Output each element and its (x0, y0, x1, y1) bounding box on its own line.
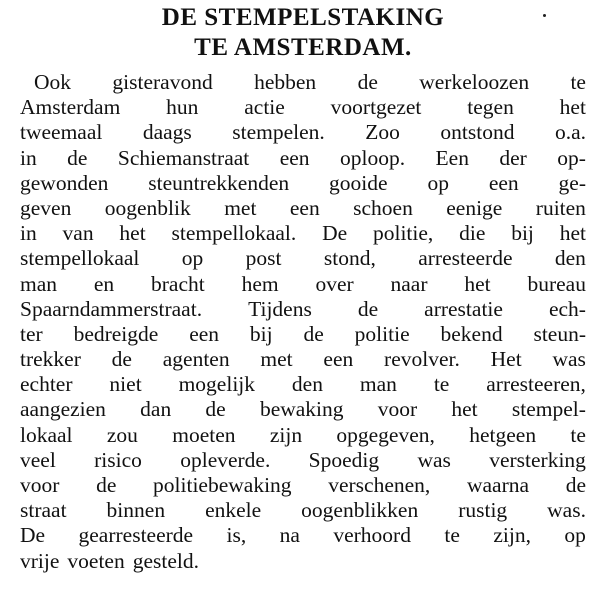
article-word: Spaarndammerstraat. (20, 296, 203, 321)
article-word: bewaking (259, 397, 344, 422)
article-line (20, 423, 586, 448)
article-word: op (564, 523, 586, 548)
article-word: ge- (558, 170, 586, 195)
article-word: waarna (466, 473, 530, 497)
article-word: bedreigde (73, 321, 159, 346)
article-word: tegen (467, 95, 514, 120)
article-word: steuntrekkenden (148, 170, 290, 195)
article-word: bij (249, 321, 273, 346)
article-word: de (357, 296, 379, 321)
article-word: hebben (254, 70, 317, 94)
article-word: o.a. (554, 120, 586, 145)
article-word: de (357, 70, 378, 94)
article-word: te (433, 372, 450, 397)
article-line (20, 196, 586, 221)
article-word: arrestatie (424, 296, 503, 321)
article-line (20, 221, 586, 246)
article-word: Tijdens (248, 296, 312, 321)
article-word: voortgezet (330, 95, 422, 120)
article-word: De (20, 523, 46, 548)
article-body (20, 70, 586, 574)
article-word: stempel- (511, 397, 586, 422)
article-word: eenige (446, 195, 503, 220)
article-word: man (20, 271, 58, 296)
article-word: te (570, 422, 586, 447)
article-word: gooide (329, 170, 388, 195)
article-word: bij (511, 221, 534, 246)
article-word: de (96, 473, 117, 497)
article-word: in (20, 221, 37, 246)
article-word: mogelijk (178, 372, 256, 397)
article-word: op (181, 246, 204, 271)
article-word: ech- (548, 296, 586, 321)
article-word: hetgeen (469, 422, 537, 447)
article-word: was (552, 347, 586, 372)
article-word: De (322, 221, 348, 246)
article-word: aangezien (20, 397, 106, 422)
article-word: bureau (527, 271, 586, 296)
article-word: een (289, 195, 320, 220)
article-word: het (559, 95, 586, 120)
article-word: een (488, 170, 519, 195)
article-word: een (279, 145, 310, 170)
article-word: verschenen, (328, 473, 431, 497)
headline-line-1: DE STEMPELSTAKING (161, 4, 445, 31)
article-word: Ook (34, 70, 72, 94)
article-line (20, 146, 586, 171)
article-word: revolver. (384, 347, 460, 372)
article-word: binnen (106, 498, 166, 523)
article-word: met (224, 195, 257, 220)
article-word: was (417, 447, 451, 472)
article-line (20, 473, 586, 498)
article-word: ruiten (535, 195, 586, 220)
article-word: stond, (323, 246, 376, 271)
article-word: en (93, 271, 115, 296)
article-word: oploop. (339, 145, 406, 170)
article-line (20, 95, 586, 120)
article-word: der (499, 145, 527, 170)
article-line (20, 498, 586, 523)
article-word: dan (140, 397, 172, 422)
article-word: Schiemanstraat (117, 145, 250, 170)
article-word: bracht (151, 271, 205, 296)
article-word: voor (377, 397, 418, 422)
article-word: te (570, 70, 586, 94)
article-word: het (451, 397, 478, 422)
article-word: is, (226, 523, 247, 548)
article-word: ontstond (440, 120, 515, 145)
article-word: geven (20, 195, 72, 220)
article-word: risico (94, 447, 142, 472)
article-word: met (260, 347, 293, 372)
article-word: zijn (269, 422, 303, 447)
article-word: veel (20, 447, 56, 472)
article-word: bekend (440, 321, 503, 346)
article-word: stempellokaal. (171, 221, 297, 246)
article-line (20, 448, 586, 473)
article-line (20, 372, 586, 397)
article-word: actie (244, 95, 285, 120)
article-word: arresteeren, (486, 372, 586, 397)
article-word: Amsterdam (20, 95, 121, 120)
article-word: in (20, 145, 37, 170)
article-line (20, 347, 586, 372)
article-word: rustig (458, 498, 508, 523)
article-word: Een (435, 145, 469, 170)
article-word: arresteerde (418, 246, 513, 271)
article-line (20, 272, 586, 297)
article-word: lokaal (20, 422, 73, 447)
article-word: daags (142, 120, 192, 145)
article-word: een (189, 321, 220, 346)
article-word: de (565, 473, 586, 497)
article-word: het (119, 221, 146, 246)
article-word: gesteld. (132, 548, 199, 573)
article-word: echter (20, 372, 73, 397)
article-word: de (111, 347, 132, 372)
article-word: oogenblik (104, 195, 191, 220)
article-word: zou (106, 422, 138, 447)
article-word: enkele (205, 498, 262, 523)
article-word: de (67, 145, 88, 170)
article-word: den (554, 246, 586, 271)
article-word: schoen (353, 195, 413, 220)
article-word: over (315, 271, 354, 296)
article-word: stempelen. (232, 120, 325, 145)
article-word: gisteravond (112, 70, 213, 94)
article-word: post (245, 246, 282, 271)
article-line (20, 171, 586, 196)
article-word: ter (20, 321, 43, 346)
article-word: opleverde. (180, 447, 271, 472)
article-word: Spoedig (308, 447, 380, 472)
article-line (20, 523, 586, 548)
article-word: die (459, 221, 486, 246)
article-word: hun (166, 95, 199, 120)
article-word: een (323, 347, 354, 372)
article-word: moeten (172, 422, 236, 447)
article-word: werkeloozen (419, 70, 530, 94)
article-line (20, 246, 586, 271)
article-word: Het (490, 347, 522, 372)
article-word: den (291, 372, 323, 397)
article-word: gewonden (20, 170, 109, 195)
article-word: het (559, 221, 586, 246)
article-word: de (205, 397, 226, 422)
article-word: op (427, 170, 449, 195)
article-word: agenten (162, 347, 230, 372)
headline-line-2: TE AMSTERDAM. (194, 34, 412, 61)
article-word: Zoo (365, 120, 400, 145)
article-line (20, 297, 586, 322)
article-line (20, 120, 586, 145)
article-line (20, 70, 586, 95)
article-line (20, 322, 586, 347)
article-word: politiebewaking (153, 473, 292, 497)
print-speck (543, 14, 546, 17)
article-word: na (279, 523, 300, 548)
article-word: versterking (489, 447, 586, 472)
article-word: op- (557, 145, 586, 170)
article-word: straat (20, 498, 67, 523)
article-line (20, 397, 586, 422)
article-word: naar (390, 271, 428, 296)
article-word: steun- (533, 321, 586, 346)
article-word: oogenblikken (301, 498, 419, 523)
article-word: van (62, 221, 94, 246)
article-word: trekker (20, 347, 81, 372)
article-word: zijn, (493, 523, 531, 548)
article-line (20, 549, 586, 574)
article-word: voeten (67, 548, 125, 573)
article-word: te (444, 523, 460, 548)
article-word: politie (354, 321, 410, 346)
article-word: verhoord (333, 523, 411, 548)
article-word: was. (547, 498, 586, 523)
article-word: de (303, 321, 324, 346)
article-word: man (359, 372, 397, 397)
article-word: opgegeven, (336, 422, 435, 447)
article-word: tweemaal (20, 120, 103, 145)
article-word: stempellokaal (20, 246, 140, 271)
article-word: voor (20, 473, 60, 497)
article-word: het (464, 271, 491, 296)
article-word: niet (109, 372, 142, 397)
article-word: hem (241, 271, 279, 296)
article-word: gearresteerde (78, 523, 194, 548)
article-word: politie, (372, 221, 434, 246)
article-word: vrije (20, 548, 60, 573)
